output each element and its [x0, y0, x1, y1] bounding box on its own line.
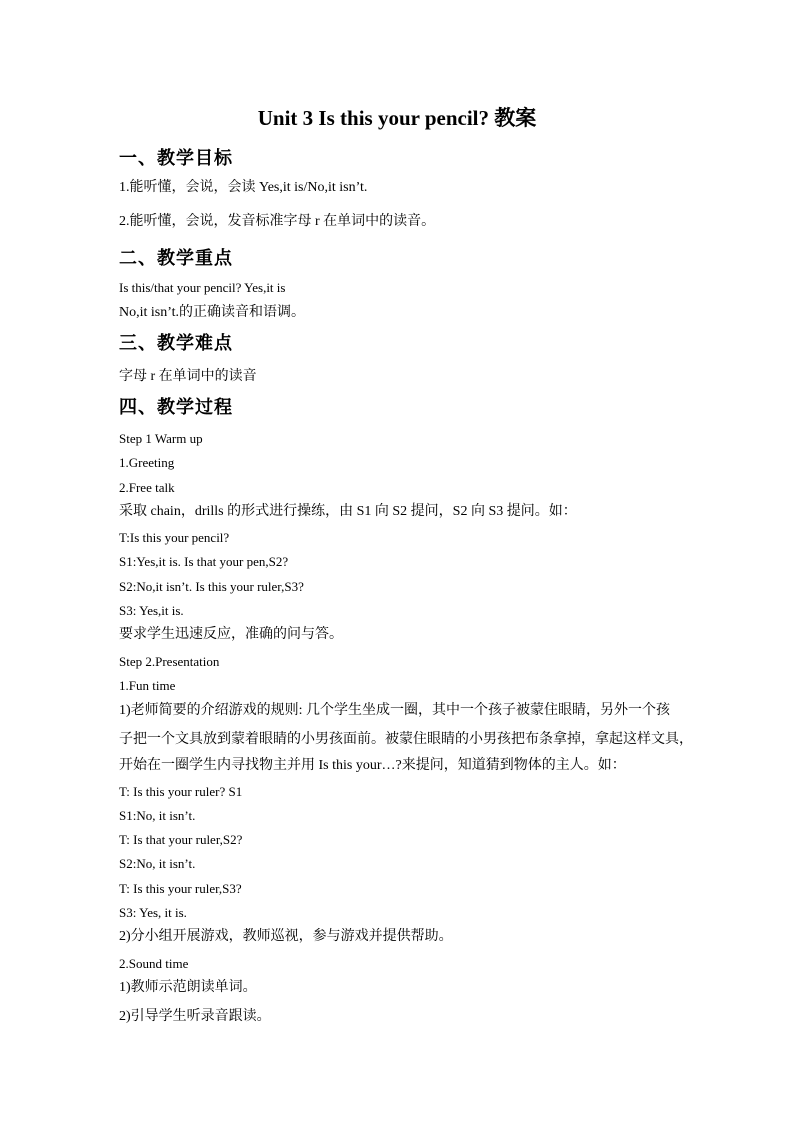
- process-line: 采取 chain，drills 的形式进行操练，由 S1 向 S2 提问，S2 向 S3 提问。如：: [119, 504, 577, 519]
- process-line: 1)老师简要的介绍游戏的规则: 几个学生坐成一圈，其中一个孩子被蒙住眼睛，另外一个孩: [119, 703, 671, 718]
- process-line: S1:Yes,it is. Is that your pen,S2?: [119, 554, 289, 569]
- goals-line-1: 1.能听懂，会说，会读 Yes,it is/No,it isn’t.: [119, 180, 368, 195]
- process-line: Step 2.Presentation: [119, 654, 220, 669]
- process-line: S1:No, it isn’t.: [119, 808, 196, 823]
- process-line: 子把一个文具放到蒙着眼睛的小男孩面前。被蒙住眼睛的小男孩把布条拿掉，拿起这样文具，: [119, 732, 693, 747]
- process-line: Step 1 Warm up: [119, 431, 203, 446]
- process-line: 开始在一圈学生内寻找物主并用 Is this your…?来提问，知道猜到物体的主人。如：: [119, 758, 626, 773]
- key-points-line-1: Is this/that your pencil? Yes,it is: [119, 280, 286, 295]
- process-line: 1.Greeting: [119, 455, 175, 470]
- process-line: 要求学生迅速反应，准确的问与答。: [119, 627, 343, 642]
- process-line: 1.Fun time: [119, 678, 176, 693]
- process-line: 1)教师示范朗读单词。: [119, 980, 257, 995]
- section-heading-process: 四、教学过程: [119, 397, 233, 417]
- process-line: T: Is this your ruler? S1: [119, 784, 243, 799]
- process-line: 2.Sound time: [119, 956, 189, 971]
- goals-line-2: 2.能听懂，会说，发音标准字母 r 在单词中的读音。: [119, 214, 436, 229]
- process-line: T:Is this your pencil?: [119, 530, 230, 545]
- process-line: S3: Yes, it is.: [119, 905, 187, 920]
- key-points-line-2: No,it isn’t.的正确读音和语调。: [119, 305, 306, 320]
- process-line: 2)引导学生听录音跟读。: [119, 1009, 271, 1024]
- section-heading-key-points: 二、教学重点: [119, 248, 233, 268]
- process-line: T: Is this your ruler,S3?: [119, 881, 242, 896]
- section-heading-goals: 一、教学目标: [119, 148, 233, 168]
- difficulties-line-1: 字母 r 在单词中的读音: [119, 369, 257, 384]
- process-line: S2:No, it isn’t.: [119, 856, 196, 871]
- process-line: S2:No,it isn’t. Is this your ruler,S3?: [119, 579, 304, 594]
- process-line: T: Is that your ruler,S2?: [119, 832, 243, 847]
- section-heading-difficulties: 三、教学难点: [119, 333, 233, 353]
- process-line: 2)分小组开展游戏，教师巡视，参与游戏并提供帮助。: [119, 929, 453, 944]
- document-title: Unit 3 Is this your pencil? 教案: [257, 106, 537, 130]
- process-line: S3: Yes,it is.: [119, 603, 184, 618]
- process-line: 2.Free talk: [119, 480, 175, 495]
